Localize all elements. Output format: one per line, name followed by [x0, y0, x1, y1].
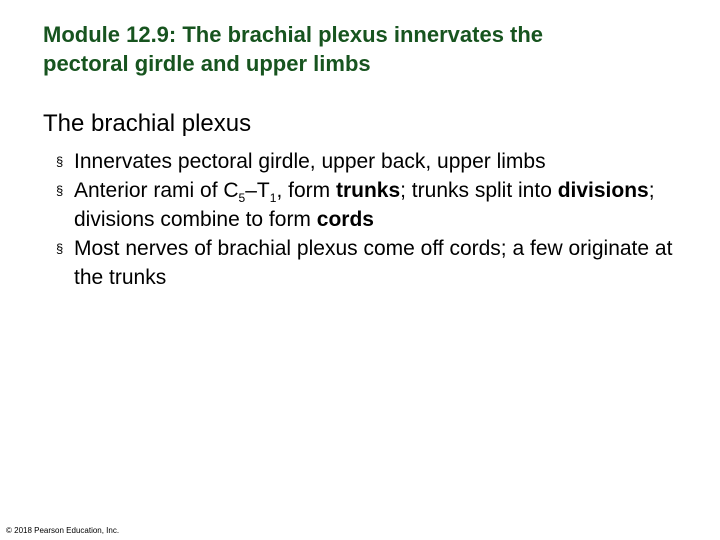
bullet-item-most-nerves: [54, 234, 704, 292]
subscript-t1: 1: [269, 191, 277, 205]
copyright-notice: © 2018 Pearson Education, Inc.: [6, 526, 120, 535]
bullet-text-part: Anterior rami of C: [74, 179, 239, 202]
bullet-item-innervates: [54, 147, 704, 176]
bullet-text-part: , form: [276, 179, 336, 202]
term-divisions: divisions: [557, 179, 649, 202]
slide-title-line-2: pectoral girdle and upper limbs: [43, 51, 371, 76]
bullet-marker-icon: §: [56, 154, 64, 169]
bullet-text: Innervates pectoral girdle, upper back, upper limbs: [74, 150, 546, 173]
bullet-marker-icon: §: [56, 241, 64, 256]
bullet-text-part: –T: [245, 179, 270, 202]
bullet-text-part: ; divisions combine to form: [74, 179, 655, 231]
bullet-text: Most nerves of brachial plexus come off cords; a few originate at the trunks: [74, 237, 673, 289]
slide-title-line-1: Module 12.9: The brachial plexus innervates the: [43, 22, 544, 47]
section-heading: The brachial plexus: [43, 110, 252, 137]
bullet-text-part: ; trunks split into: [400, 179, 558, 202]
bullet-item-anterior-rami: [54, 176, 704, 234]
bullet-text: [74, 179, 655, 231]
term-trunks: trunks: [335, 179, 401, 202]
term-cords: cords: [316, 208, 374, 231]
slide-title: [43, 20, 703, 78]
subscript-c5: 5: [238, 191, 246, 205]
bullet-marker-icon: §: [56, 183, 64, 198]
bullet-list: [54, 147, 704, 292]
